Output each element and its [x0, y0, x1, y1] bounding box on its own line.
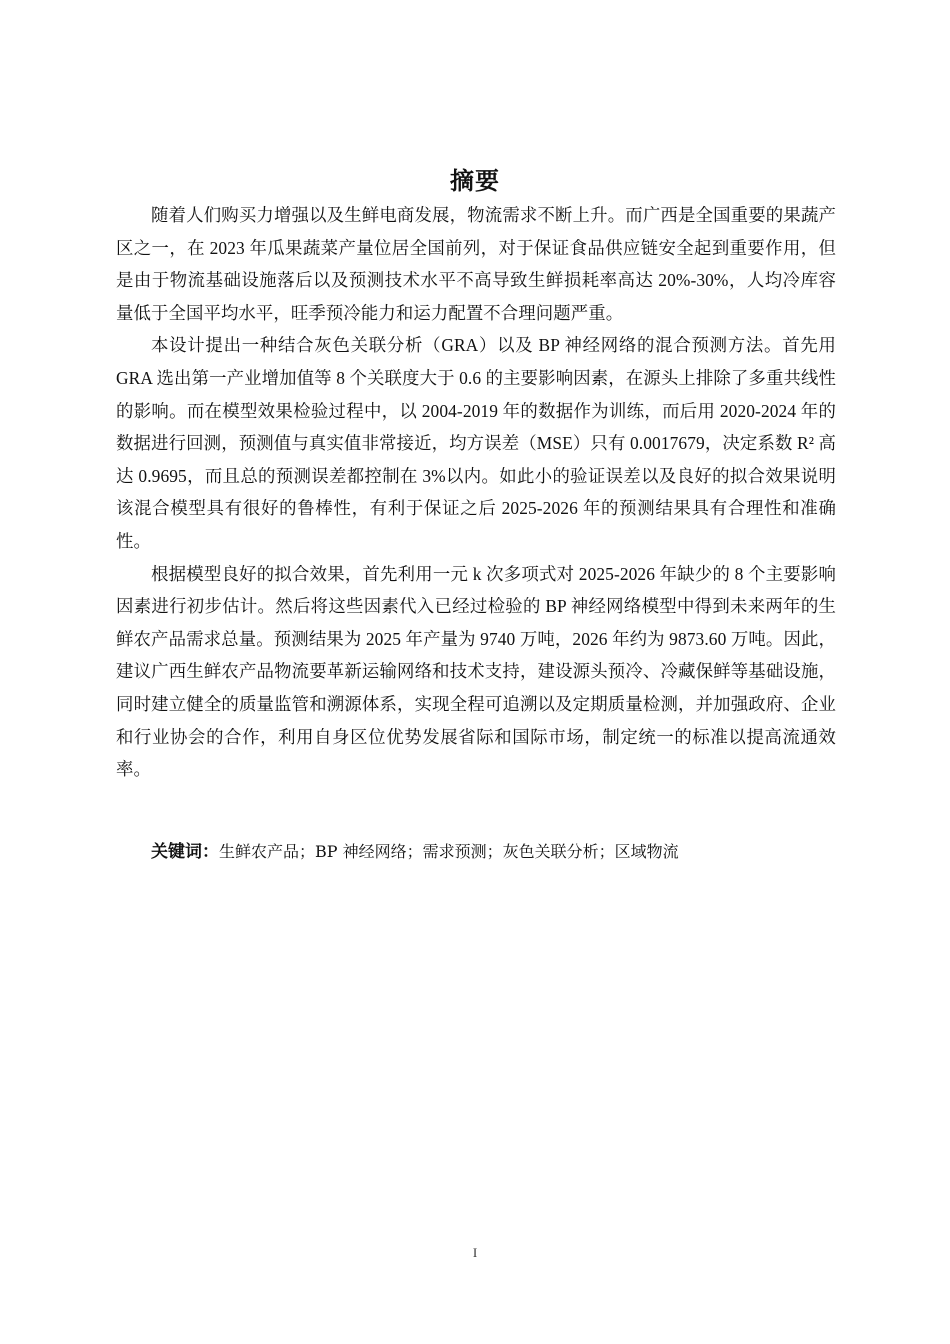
abstract-paragraph-1: 随着人们购买力增强以及生鲜电商发展，物流需求不断上升。而广西是全国重要的果蔬产区之一，在 2023 年瓜果蔬菜产量位居全国前列，对于保证食品供应链安全起到重要作用，但是由于物流基础设施落后以及预测技术水平不高导致生鲜损耗率高达 20%-30%，人均冷库容量低于全国平均水平，旺季预冷能力和运力配置不合理问题严重。 — [116, 205, 836, 323]
page-number: I — [472, 1245, 478, 1260]
keywords-text: 生鲜农产品；BP 神经网络；需求预测；灰色关联分析；区域物流 — [219, 842, 679, 861]
keywords-line — [151, 836, 679, 868]
keywords-label: 关键词： — [151, 842, 219, 862]
abstract-paragraph-2: 本设计提出一种结合灰色关联分析（GRA）以及 BP 神经网络的混合预测方法。首先用 GRA 选出第一产业增加值等 8 个关联度大于 0.6 的主要影响因素，在源头上排除了多重共线性的影响。而在模型效果检验过程中，以 2004-2019 年的数据作为训练，而后用 2020-2024 年的数据进行回测，预测值与真实值非常接近，均方误差（MSE）只有 0.0017679，决定系数 R² 高达 0.9695，而且总的预测误差都控制在 3%以内。如此小的验证误差以及良好的拟合效果说明该混合模型具有很好的鲁棒性，有利于保证之后 2025-2026 年的预测结果具有合理性和准确性。 — [116, 335, 836, 551]
abstract-paragraph-3: 根据模型良好的拟合效果，首先利用一元 k 次多项式对 2025-2026 年缺少的 8 个主要影响因素进行初步估计。然后将这些因素代入已经过检验的 BP 神经网络模型中得到未来两年的生鲜农产品需求总量。预测结果为 2025 年产量为 9740 万吨，2026 年约为 9873.60 万吨。因此，建议广西生鲜农产品物流要革新运输网络和技术支持，建设源头预冷、冷藏保鲜等基础设施，同时建立健全的质量监管和溯源体系，实现全程可追溯以及定期质量检测，并加强政府、企业和行业协会的合作，利用自身区位优势发展省际和国际市场，制定统一的标准以提高流通效率。 — [116, 563, 836, 780]
abstract-title: 摘要 — [450, 167, 500, 195]
abstract-body — [116, 199, 836, 786]
